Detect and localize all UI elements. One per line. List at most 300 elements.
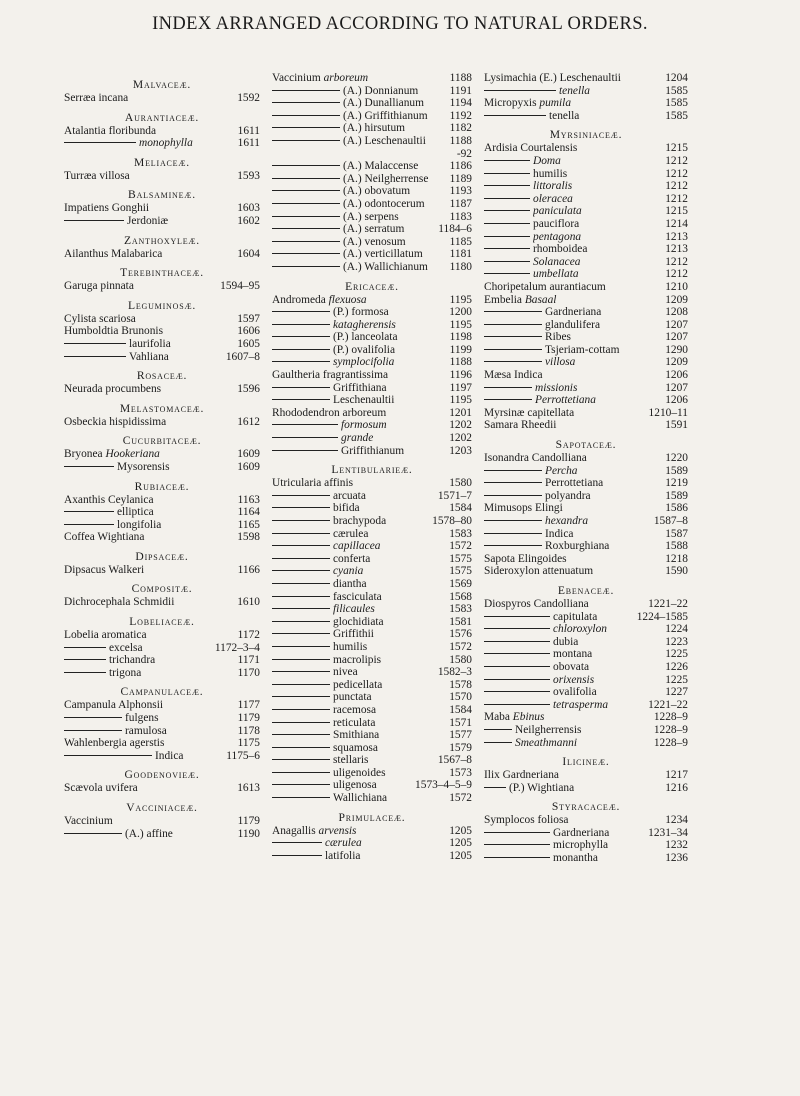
ditto-dash — [272, 495, 330, 496]
index-entry — [64, 737, 260, 750]
ditto-dash — [484, 641, 550, 642]
species-name: Choripetalum aurantiacum — [484, 280, 606, 293]
page-number: 1227 — [665, 686, 688, 699]
order-heading: Meliaceæ. — [134, 155, 190, 169]
page-number: 1217 — [665, 769, 688, 782]
ditto-dash — [272, 228, 340, 229]
page-number: 1580 — [449, 477, 472, 490]
species-name: littoralis — [533, 180, 573, 193]
index-entry — [64, 654, 260, 667]
species-name: villosa — [545, 356, 576, 369]
order-heading: Lentibulariеæ. — [331, 463, 413, 477]
species-name: chloroxylon — [553, 623, 607, 636]
species-name: capillacea — [333, 540, 381, 553]
page-number: 1215 — [665, 142, 688, 155]
species-name: katagherensis — [333, 318, 396, 331]
page-number: 1609 — [237, 460, 260, 473]
species-name: (P.) Wightiana — [509, 781, 575, 794]
index-entry — [64, 448, 260, 461]
species-name: Cylista scariosa — [64, 312, 136, 325]
species-name: cærulea — [333, 527, 369, 540]
index-entry — [272, 432, 472, 445]
page-number: 1234 — [665, 814, 688, 827]
page-number: 1575 — [449, 552, 472, 565]
index-entry — [484, 490, 688, 503]
index-entry — [484, 344, 688, 357]
species-name: tenella — [549, 109, 580, 122]
index-entry — [64, 642, 260, 655]
page-number: 1210 — [665, 280, 688, 293]
index-entry — [272, 356, 472, 369]
index-entry — [64, 383, 260, 396]
species-name: tetrasperma — [553, 698, 609, 711]
page-number: 1578 — [449, 678, 472, 691]
page-number: 1221–22 — [648, 597, 688, 610]
species-name: (A.) Leschenaultii — [343, 134, 426, 147]
ditto-dash — [484, 336, 542, 337]
ditto-dash — [272, 545, 330, 546]
species-name: Gardneriana — [553, 826, 610, 839]
species-name: missionis — [535, 381, 578, 394]
page-number: 1583 — [449, 527, 472, 540]
ditto-dash — [272, 507, 330, 508]
page-number: 1171 — [237, 654, 260, 667]
page-number: 1191 — [449, 84, 472, 97]
index-entry — [484, 168, 688, 181]
page-number: 1579 — [449, 741, 472, 754]
page-number: 1594–95 — [220, 280, 260, 293]
ditto-dash — [64, 730, 122, 731]
species-name: Ribes — [545, 331, 571, 344]
ditto-dash — [64, 659, 106, 660]
index-entry — [484, 611, 688, 624]
species-name: Perrottetiana — [545, 477, 604, 490]
species-name: Percha — [545, 464, 578, 477]
page-number: 1195 — [449, 293, 472, 306]
index-entry — [484, 243, 688, 256]
ditto-dash — [484, 545, 542, 546]
order-heading: Terebinthaceæ. — [120, 266, 204, 280]
page-number: 1210–11 — [648, 406, 688, 419]
ditto-dash — [484, 844, 550, 845]
page-number: 1605 — [237, 337, 260, 350]
page-number: 1212 — [665, 255, 688, 268]
index-entry — [484, 515, 688, 528]
page-number: 1569 — [449, 577, 472, 590]
species-name: Tsjeriam-cottam — [545, 343, 620, 356]
ditto-dash — [484, 628, 550, 629]
order-heading: Malvaceæ. — [132, 78, 192, 91]
species-name: (P.) formosa — [333, 306, 389, 319]
index-entry — [484, 306, 688, 319]
index-entry — [64, 416, 260, 429]
page-number: 1205 — [449, 849, 472, 862]
index-entry — [484, 565, 688, 578]
page-number: 1575 — [449, 565, 472, 578]
ditto-dash — [64, 356, 126, 357]
species-name: fasciculata — [333, 590, 382, 603]
page-number: 1175–6 — [226, 749, 260, 762]
order-heading: Vacciniaceæ. — [126, 801, 198, 814]
species-name: Maba Ebinus — [484, 711, 545, 724]
index-entry — [484, 193, 688, 206]
page-number: 1232 — [665, 839, 688, 852]
index-entry — [484, 502, 688, 515]
page-number: 1218 — [665, 552, 688, 565]
species-name: (A.) hirsutum — [343, 122, 406, 135]
page-number: 1184–6 — [438, 223, 472, 236]
page-number: 1224 — [665, 623, 688, 636]
page-number: 1187 — [449, 197, 472, 210]
page-number: 1198 — [449, 331, 472, 344]
page-number: 1582–3 — [437, 666, 472, 679]
ditto-dash — [272, 608, 330, 609]
ditto-dash — [272, 140, 340, 141]
index-entry — [484, 110, 688, 123]
page-number: 1172 — [237, 629, 260, 642]
species-name: Ailanthus Malabarica — [64, 247, 163, 260]
index-entry — [484, 699, 688, 712]
ditto-dash — [484, 273, 530, 274]
species-name: monantha — [553, 852, 598, 865]
species-name: glochidiata — [333, 615, 384, 628]
index-entry — [484, 218, 688, 231]
species-name: reticulata — [333, 716, 376, 729]
page-number: 1223 — [665, 635, 688, 648]
index-entry — [64, 519, 260, 532]
species-name: Mysorensis — [117, 460, 170, 473]
ditto-dash — [64, 755, 152, 756]
index-entry — [64, 215, 260, 228]
page-title: INDEX ARRANGED ACCORDING TO NATURAL ORDERS. — [152, 14, 648, 34]
index-entry — [272, 666, 472, 679]
ditto-dash — [484, 361, 542, 362]
index-entry — [272, 691, 472, 704]
index-entry — [272, 679, 472, 692]
page-number: 1200 — [449, 306, 472, 319]
index-entry — [272, 850, 472, 863]
species-name: Wallichiana — [333, 792, 388, 805]
species-name: Mimusops Elingi — [484, 502, 563, 515]
index-entry — [272, 319, 472, 332]
order-heading: Melastomaceæ. — [119, 401, 205, 415]
species-name: trichandra — [109, 654, 156, 667]
index-entry — [484, 319, 688, 332]
species-name: Isonandra Candolliana — [484, 452, 587, 465]
index-entry — [272, 173, 472, 186]
index-entry — [272, 419, 472, 432]
index-entry — [484, 452, 688, 465]
index-column-1 — [64, 72, 260, 840]
page-number: 1203 — [449, 444, 472, 457]
page-number: 1213 — [665, 230, 688, 243]
page-number: 1212 — [665, 180, 688, 193]
page-number: 1587 — [665, 527, 688, 540]
page-number: 1573–4–5–9 — [415, 779, 472, 792]
order-heading: Ericaceæ. — [345, 279, 399, 293]
index-entry — [272, 148, 472, 161]
ditto-dash — [272, 241, 340, 242]
species-name: Garuga pinnata — [64, 280, 134, 293]
ditto-dash — [484, 198, 530, 199]
species-name: Solanacea — [533, 255, 581, 268]
index-entry — [484, 686, 688, 699]
ditto-dash — [64, 511, 114, 512]
page-number: 1163 — [237, 493, 260, 506]
index-entry — [272, 767, 472, 780]
ditto-dash — [64, 717, 122, 718]
species-name: humilis — [533, 167, 568, 180]
page-number: 1225 — [665, 673, 688, 686]
species-name: Perrottetiana — [535, 394, 596, 407]
index-entry — [272, 502, 472, 515]
index-entry — [64, 725, 260, 738]
species-name: pedicellata — [333, 678, 383, 691]
index-entry — [272, 837, 472, 850]
ditto-dash — [272, 253, 340, 254]
index-entry — [64, 750, 260, 763]
ditto-dash — [272, 722, 330, 723]
ditto-dash — [272, 659, 330, 660]
order-heading: Primulaceæ. — [338, 810, 406, 824]
ditto-dash — [484, 399, 532, 400]
ditto-dash — [484, 173, 530, 174]
ditto-dash — [484, 704, 550, 705]
ditto-dash — [272, 165, 340, 166]
species-name: umbellata — [533, 268, 579, 281]
species-name: uligenoides — [333, 766, 386, 779]
index-entry — [64, 782, 260, 795]
page-number: 1612 — [237, 415, 260, 428]
species-name: paniculata — [533, 205, 582, 218]
page-number: 1577 — [449, 729, 472, 742]
ditto-dash — [484, 616, 550, 617]
page-number: 1228–9 — [653, 711, 688, 724]
species-name: Gaultheria fragrantissima — [272, 369, 389, 382]
index-entry — [64, 313, 260, 326]
species-name: (A.) Malaccense — [343, 160, 419, 173]
index-entry — [484, 782, 688, 795]
page-number: 1589 — [665, 464, 688, 477]
ditto-dash — [64, 142, 136, 143]
page-number: 1209 — [665, 356, 688, 369]
species-name: Embelia Basaal — [484, 293, 557, 306]
species-name: Myrsinæ capitellata — [484, 406, 575, 419]
page-number: 1202 — [449, 419, 472, 432]
index-entry — [484, 814, 688, 827]
page-number: 1207 — [665, 318, 688, 331]
species-name: Axanthis Ceylanica — [64, 493, 154, 506]
index-entry — [484, 852, 688, 865]
index-column-3 — [484, 72, 688, 865]
species-name: Indica — [545, 527, 574, 540]
species-name: hexandra — [545, 515, 589, 527]
page-number: 1583 — [449, 603, 472, 616]
species-name: Sideroxylon attenuatum — [484, 565, 594, 578]
species-name: squamosa — [333, 741, 378, 754]
page-number: 1586 — [665, 502, 688, 515]
index-entry — [272, 490, 472, 503]
index-entry — [484, 331, 688, 344]
species-name: (A.) affine — [125, 827, 173, 840]
page-number: 1182 — [449, 122, 472, 135]
index-entry — [484, 528, 688, 541]
page-number: 1205 — [449, 824, 472, 837]
page-number: 1604 — [237, 247, 260, 260]
ditto-dash — [272, 424, 338, 425]
ditto-dash — [64, 647, 106, 648]
index-entry — [64, 137, 260, 150]
order-heading: Rosaceæ. — [136, 369, 188, 383]
species-name: diantha — [333, 577, 367, 590]
ditto-dash — [272, 437, 338, 438]
page-number: 1216 — [665, 781, 688, 794]
index-entry — [272, 236, 472, 249]
ditto-dash — [272, 127, 340, 128]
index-entry — [484, 540, 688, 553]
order-heading: Ebenaceæ. — [557, 583, 615, 597]
species-name: Smeathmanni — [515, 736, 578, 749]
ditto-dash — [272, 558, 330, 559]
species-name: Rhododendron arboreum — [272, 406, 387, 419]
index-entry — [64, 667, 260, 680]
species-name: Neilgherrensis — [515, 723, 582, 736]
index-entry — [64, 461, 260, 474]
index-entry — [484, 369, 688, 382]
index-entry — [64, 325, 260, 338]
page-number: 1603 — [237, 202, 260, 215]
index-entry — [64, 351, 260, 364]
index-entry — [64, 712, 260, 725]
species-name: Diospyros Candolliana — [484, 597, 589, 610]
index-entry — [272, 553, 472, 566]
page-number: 1590 — [665, 565, 688, 578]
species-name: (A.) Neilgherrense — [343, 172, 429, 185]
index-entry — [484, 256, 688, 269]
species-name: (A.) Donnianum — [343, 84, 419, 97]
index-entry — [484, 769, 688, 782]
page-number: 1209 — [665, 293, 688, 306]
index-entry — [484, 97, 688, 110]
ditto-dash — [484, 666, 550, 667]
species-name: Serræa incana — [64, 92, 129, 104]
order-heading: Compositæ. — [131, 582, 193, 596]
page-number: 1212 — [665, 268, 688, 281]
species-name: tenella — [559, 84, 590, 97]
index-entry — [484, 553, 688, 566]
species-name: Roxburghiana — [545, 540, 610, 553]
ditto-dash — [64, 343, 126, 344]
index-entry — [64, 815, 260, 828]
page-number: 1208 — [665, 306, 688, 319]
index-entry — [64, 92, 260, 105]
species-name: (P.) ovalifolia — [333, 343, 396, 356]
ditto-dash — [272, 621, 330, 622]
page-number: 1188 — [449, 134, 472, 147]
page-number: 1212 — [665, 192, 688, 205]
page-number: 1567–8 — [437, 754, 472, 767]
ditto-dash — [272, 349, 330, 350]
species-name: Scævola uvifera — [64, 782, 138, 795]
index-entry — [484, 205, 688, 218]
page-number: -92 — [456, 147, 472, 160]
ditto-dash — [272, 533, 330, 534]
page-number: 1212 — [665, 154, 688, 167]
ditto-dash — [484, 236, 530, 237]
index-entry — [272, 616, 472, 629]
page-number: 1185 — [449, 235, 472, 248]
species-name: (A.) Griffithianum — [343, 109, 428, 122]
index-entry — [272, 122, 472, 135]
ditto-dash — [272, 115, 340, 116]
page-number: 1179 — [237, 712, 260, 725]
index-entry — [484, 661, 688, 674]
index-entry — [272, 704, 472, 717]
index-entry — [272, 110, 472, 123]
index-entry — [272, 729, 472, 742]
species-name: conferta — [333, 552, 371, 565]
species-name: (A.) Wallichianum — [343, 260, 428, 273]
page-number: 1226 — [665, 660, 688, 673]
ditto-dash — [484, 742, 512, 743]
ditto-dash — [484, 324, 542, 325]
order-heading: Lobeliaceæ. — [129, 615, 195, 629]
ditto-dash — [272, 583, 330, 584]
page-number: 1570 — [449, 691, 472, 704]
index-entry — [64, 338, 260, 351]
species-name: Micropyxis pumila — [484, 97, 572, 110]
page-number: 1610 — [237, 596, 260, 609]
index-entry — [272, 591, 472, 604]
ditto-dash — [64, 466, 114, 467]
index-entry — [272, 211, 472, 224]
page-number: 1228–9 — [653, 723, 688, 736]
species-name: (A.) Dunallianum — [343, 97, 424, 110]
species-name: Griffithiana — [333, 381, 387, 394]
ditto-dash — [272, 734, 330, 735]
page-number: 1580 — [449, 653, 472, 666]
index-entry — [484, 407, 688, 420]
species-name: fulgens — [125, 712, 159, 725]
page-number: 1611 — [237, 124, 260, 137]
ditto-dash — [272, 596, 330, 597]
page-number: 1215 — [665, 205, 688, 218]
ditto-dash — [64, 672, 106, 673]
species-name: excelsa — [109, 641, 143, 654]
species-name: Griffithii — [333, 628, 374, 641]
species-name: pauciflora — [533, 217, 580, 230]
species-name: Ilix Gardneriana — [484, 769, 559, 782]
page-number: 1170 — [237, 666, 260, 679]
species-name: Samara Rheedii — [484, 419, 557, 432]
page-number: 1589 — [665, 489, 688, 502]
page-number: 1613 — [237, 782, 260, 795]
index-entry — [272, 306, 472, 319]
ditto-dash — [272, 311, 330, 312]
order-heading: Myrsiniaceæ. — [549, 128, 623, 142]
index-entry — [64, 248, 260, 261]
species-name: filicaules — [333, 603, 375, 616]
ditto-dash — [484, 691, 550, 692]
page-number: 1214 — [665, 217, 688, 230]
species-name: (A.) venosum — [343, 235, 406, 248]
ditto-dash — [272, 671, 330, 672]
index-entry — [484, 85, 688, 98]
page-number: 1221–22 — [648, 698, 688, 711]
index-entry — [272, 565, 472, 578]
page-number: 1611 — [237, 137, 260, 150]
ditto-dash — [272, 633, 330, 634]
